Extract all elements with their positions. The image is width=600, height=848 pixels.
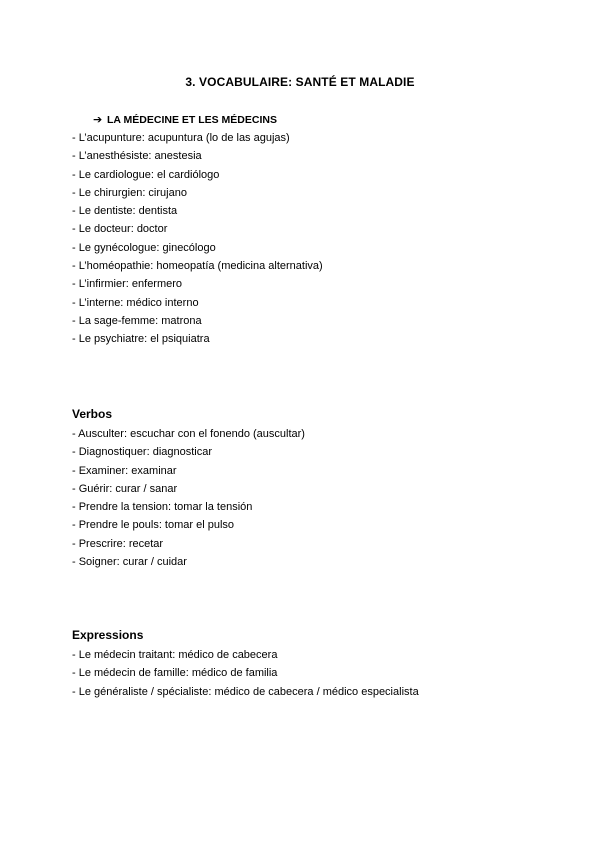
document-title: 3. VOCABULAIRE: SANTÉ ET MALADIE <box>185 75 415 89</box>
list-item: - L’infirmier: enfermero <box>72 278 183 291</box>
list-item: - Le médecin de famille: médico de familia <box>72 667 278 680</box>
list-item: - Ausculter: escuchar con el fonendo (auscultar) <box>72 428 305 440</box>
section-heading-medecine <box>93 113 277 126</box>
list-item: - Le chirurgien: cirujano <box>72 186 187 199</box>
arrow-right-icon: ➔ <box>93 114 103 126</box>
list-item: - Le dentiste: dentista <box>72 205 178 218</box>
list-item: - Prescrire: recetar <box>72 537 164 550</box>
verbos-heading: Verbos <box>72 407 113 421</box>
list-item: - L’acupunture: acupuntura (lo de las agujas) <box>72 132 290 144</box>
list-item: - Soigner: curar / cuidar <box>72 556 187 569</box>
list-item: - Le cardiologue: el cardiólogo <box>72 168 220 181</box>
list-item: - Le médecin traitant: médico de cabecera <box>72 649 278 661</box>
section-heading-text: LA MÉDECINE ET LES MÉDECINS <box>107 114 277 126</box>
vocabulary-list <box>72 129 323 349</box>
verbos-list <box>72 425 305 571</box>
list-item: - Le docteur: doctor <box>72 223 168 236</box>
list-item: - Guérir: curar / sanar <box>72 482 178 495</box>
list-item: - L’interne: médico interno <box>72 296 199 309</box>
list-item: - Prendre le pouls: tomar el pulso <box>72 519 235 532</box>
list-item: - L’anesthésiste: anestesia <box>72 150 202 163</box>
list-item: - Diagnostiquer: diagnosticar <box>72 446 213 459</box>
list-item: - Examiner: examinar <box>72 464 177 477</box>
list-item: - Le psychiatre: el psiquiatra <box>72 333 210 346</box>
expressions-list <box>72 646 419 701</box>
list-item: - Prendre la tension: tomar la tensión <box>72 501 253 514</box>
expressions-heading: Expressions <box>72 628 144 642</box>
list-item: - Le gynécologue: ginecólogo <box>72 241 216 254</box>
list-item: - L’homéopathie: homeopatía (medicina alternativa) <box>72 260 323 273</box>
list-item: - Le généraliste / spécialiste: médico de cabecera / médico especialista <box>72 685 419 698</box>
list-item: - La sage-femme: matrona <box>72 314 202 327</box>
